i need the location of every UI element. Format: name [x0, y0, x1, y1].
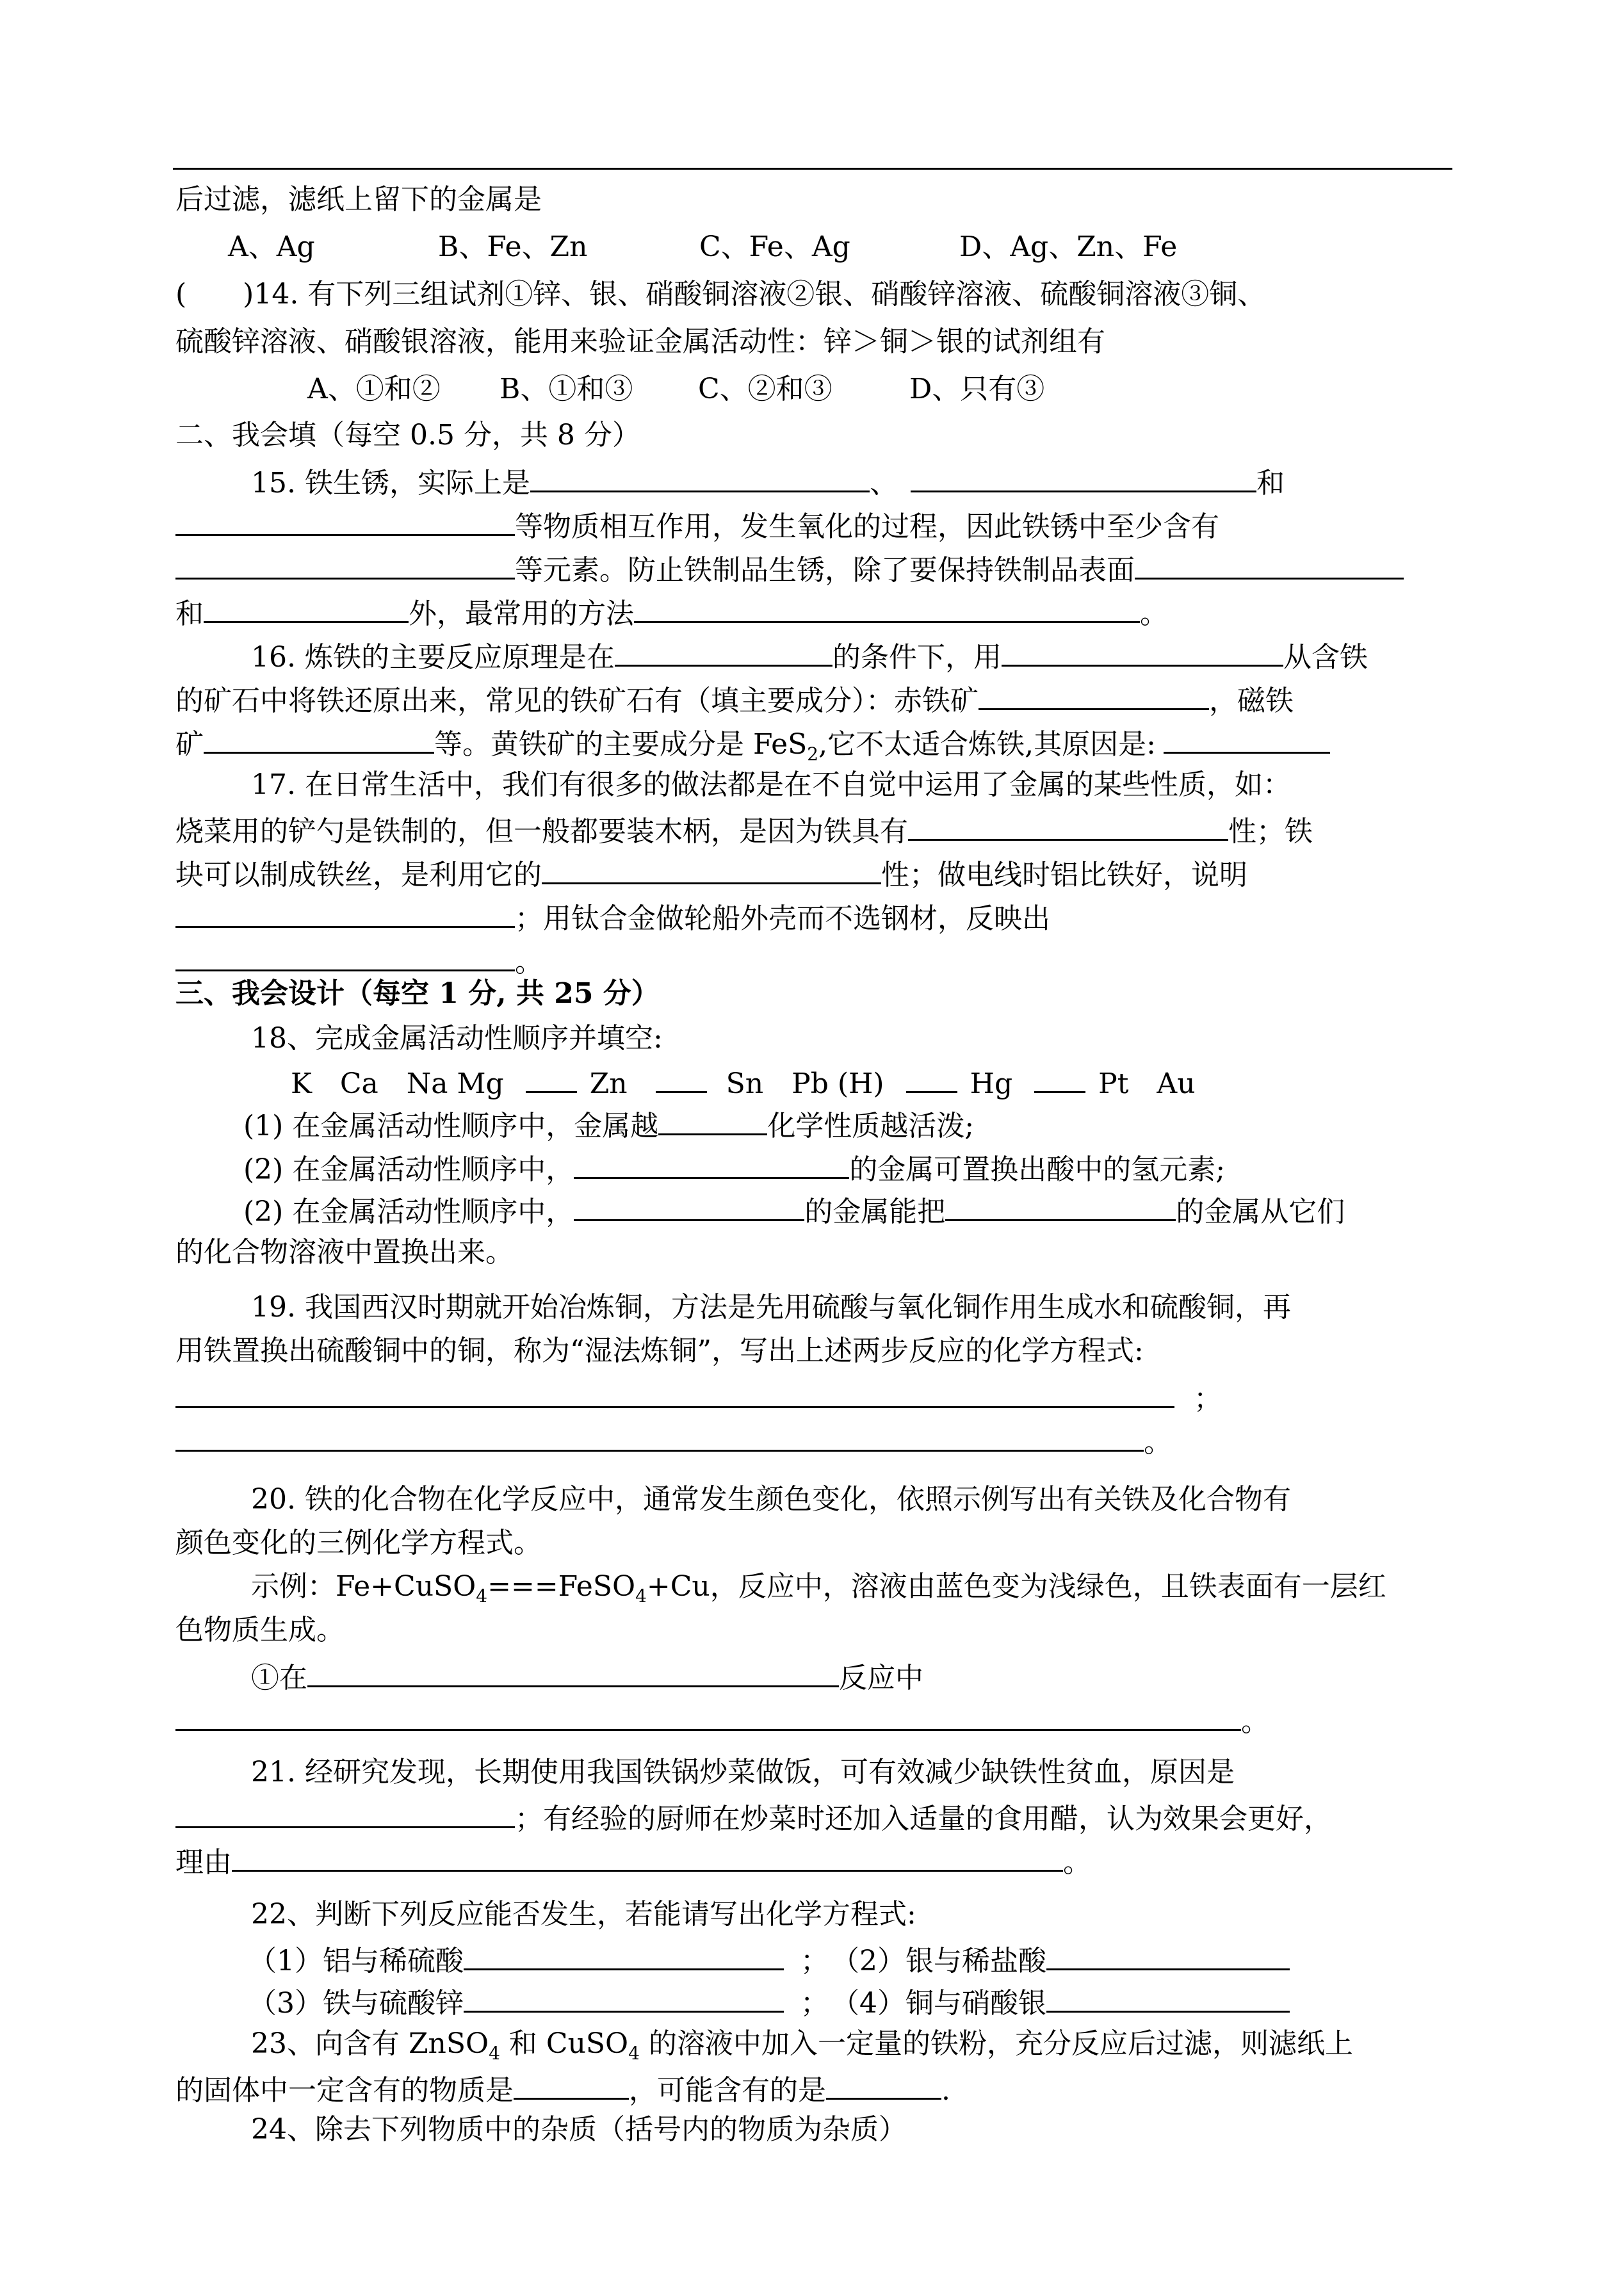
blank[interactable]	[908, 811, 1228, 841]
q22-row-2: （3）铁与硫酸锌 ； （4）铜与硝酸银	[248, 1983, 1290, 2022]
q21-line-2: ；有经验的厨师在炒菜时还加入适量的食用醋，认为效果会更好，	[175, 1798, 1332, 1837]
blank[interactable]	[574, 1191, 804, 1221]
blank[interactable]	[542, 854, 881, 884]
q20-line-2: 颜色变化的三例化学方程式。	[175, 1527, 542, 1559]
blank[interactable]	[1046, 1940, 1290, 1970]
blank[interactable]	[232, 1842, 1063, 1872]
q14-option-b: B、①和③	[499, 373, 633, 405]
q23-line-2: 的固体中一定含有的物质是 ，可能含有的是 .	[175, 2070, 950, 2109]
q20-line-1: 20. 铁的化合物在化学反应中，通常发生颜色变化，依照示例写出有关铁及化合物有	[251, 1483, 1291, 1516]
q17-line-2: 烧菜用的铲勺是铁制的，但一般都要装木柄，是因为铁具有 性；铁	[175, 811, 1313, 850]
q16-line-1: 16. 炼铁的主要反应原理是在 的条件下，用 从含铁	[251, 637, 1368, 676]
blank[interactable]	[175, 549, 515, 580]
q17-line-5: 。	[175, 941, 543, 980]
section-2-title: 二、我会填（每空 0.5 分，共 8 分）	[175, 419, 640, 451]
blank[interactable]	[1135, 549, 1404, 580]
q20-example-cont: 色物质生成。	[175, 1614, 345, 1646]
q13-option-b: B、Fe、Zn	[438, 231, 588, 263]
q15-line-2: 等物质相互作用，发生氧化的过程，因此铁锈中至少含有	[175, 506, 1219, 545]
q21-line-1: 21. 经研究发现，长期使用我国铁锅炒菜做饭，可有效减少缺铁性贫血，原因是	[251, 1756, 1235, 1788]
blank[interactable]	[911, 462, 1256, 492]
q14-text-2: 硫酸锌溶液、硝酸银溶液，能用来验证金属活动性：锌＞铜＞银的试剂组有	[175, 325, 1105, 358]
q18-part-2: (2) 在金属活动性顺序中， 的金属可置换出酸中的氢元素;	[243, 1149, 1225, 1188]
blank[interactable]	[175, 1701, 1241, 1731]
q20-answer-1: ①在 反应中	[251, 1657, 923, 1696]
q16-line-3: 矿 等。黄铁矿的主要成分是 FeS$_2$,它不太适合炼铁,其原因是:	[175, 724, 1330, 763]
q16-line-2: 的矿石中将铁还原出来，常见的铁矿石有（填主要成分）：赤铁矿 ，磁铁	[175, 680, 1294, 719]
q18-title: 18、完成金属活动性顺序并填空:	[251, 1022, 663, 1055]
blank[interactable]	[656, 1063, 707, 1093]
q22-row-1: （1）铝与稀硫酸 ； （2）银与稀盐酸	[248, 1940, 1290, 1979]
q18-part-1: (1) 在金属活动性顺序中，金属越 化学性质越活泼;	[243, 1105, 974, 1144]
q17-line-4: ；用钛合金做轮船外壳而不选钢材，反映出	[175, 898, 1050, 937]
blank[interactable]	[464, 1940, 784, 1970]
q23-line-1: 23、向含有 ZnSO$_4$ 和 CuSO$_4$ 的溶液中加入一定量的铁粉，充分反应后过滤，则滤纸上	[251, 2027, 1353, 2064]
q20-answer-1-cont: 。	[175, 1701, 1269, 1740]
blank[interactable]	[175, 1798, 515, 1828]
blank[interactable]	[945, 1191, 1176, 1221]
q13-options	[228, 229, 1178, 265]
blank[interactable]	[175, 898, 515, 928]
q17-line-3: 块可以制成铁丝，是利用它的 性；做电线时铝比铁好，说明	[175, 854, 1247, 893]
blank[interactable]	[1164, 724, 1330, 754]
blank[interactable]	[175, 1422, 1144, 1452]
blank[interactable]	[574, 1149, 849, 1179]
blank[interactable]	[514, 2070, 629, 2100]
blank[interactable]	[906, 1063, 957, 1093]
blank[interactable]	[530, 462, 870, 492]
q15-line-1: 15. 铁生锈，实际上是 、 和	[251, 462, 1285, 501]
q21-line-3: 理由 。	[175, 1842, 1091, 1881]
q14-option-d: D、只有③	[909, 373, 1045, 405]
q13-option-c: C、Fe、Ag	[699, 231, 850, 263]
blank[interactable]	[204, 593, 409, 623]
blank[interactable]	[658, 1105, 767, 1135]
blank[interactable]	[615, 637, 832, 667]
q13-text: 后过滤，滤纸上留下的金属是	[175, 183, 542, 216]
q15-line-3: 等元素。防止铁制品生锈，除了要保持铁制品表面	[175, 549, 1404, 588]
q15-line-4: 和 外，最常用的方法 。	[175, 593, 1168, 632]
blank[interactable]	[464, 1983, 784, 2013]
blank[interactable]	[307, 1657, 839, 1687]
q19-line-4: 。	[175, 1422, 1172, 1461]
blank[interactable]	[634, 593, 1140, 623]
blank[interactable]	[1034, 1063, 1085, 1093]
section-3-title: 三、我会设计（每空 1 分, 共 25 分）	[175, 977, 660, 1010]
blank[interactable]	[1046, 1983, 1290, 2013]
blank[interactable]	[175, 941, 515, 971]
blank[interactable]	[175, 1378, 1174, 1408]
q14-options	[307, 371, 1045, 407]
q19-line-3: ；	[175, 1378, 1222, 1417]
header-rule	[173, 168, 1452, 170]
q24-title: 24、除去下列物质中的杂质（括号内的物质为杂质）	[251, 2113, 907, 2146]
q22-title: 22、判断下列反应能否发生，若能请写出化学方程式:	[251, 1898, 916, 1931]
blank[interactable]	[978, 680, 1209, 710]
q17-line-1: 17. 在日常生活中，我们有很多的做法都是在不自觉中运用了金属的某些性质，如：	[251, 768, 1291, 801]
q20-example: 示例：Fe+CuSO$_4$===FeSO$_4$+Cu，反应中，溶液由蓝色变为浅绿色，且铁表面有一层红	[251, 1570, 1386, 1607]
q14-text-1: ( )14. 有下列三组试剂①锌、银、硝酸铜溶液②银、硝酸锌溶液、硫酸铜溶液③铜、	[175, 278, 1266, 311]
blank[interactable]	[175, 506, 515, 536]
blank[interactable]	[204, 724, 434, 754]
q19-line-2: 用铁置换出硫酸铜中的铜，称为“湿法炼铜”，写出上述两步反应的化学方程式:	[175, 1334, 1144, 1367]
q13-option-d: D、Ag、Zn、Fe	[959, 231, 1178, 263]
q18-part-3: (2) 在金属活动性顺序中， 的金属能把 的金属从它们	[243, 1191, 1345, 1230]
q18-part-3-cont: 的化合物溶液中置换出来。	[175, 1236, 514, 1269]
q18-sequence: K Ca Na Mg Zn Sn Pb (H) Hg Pt Au	[291, 1063, 1196, 1102]
blank[interactable]	[526, 1063, 577, 1093]
q14-option-c: C、②和③	[698, 373, 832, 405]
q13-option-a: A、Ag	[228, 231, 315, 263]
q19-line-1: 19. 我国西汉时期就开始冶炼铜，方法是先用硫酸与氧化铜作用生成水和硫酸铜，再	[251, 1291, 1291, 1324]
blank[interactable]	[1002, 637, 1283, 667]
blank[interactable]	[826, 2070, 941, 2100]
q14-option-a: A、①和②	[307, 373, 441, 405]
